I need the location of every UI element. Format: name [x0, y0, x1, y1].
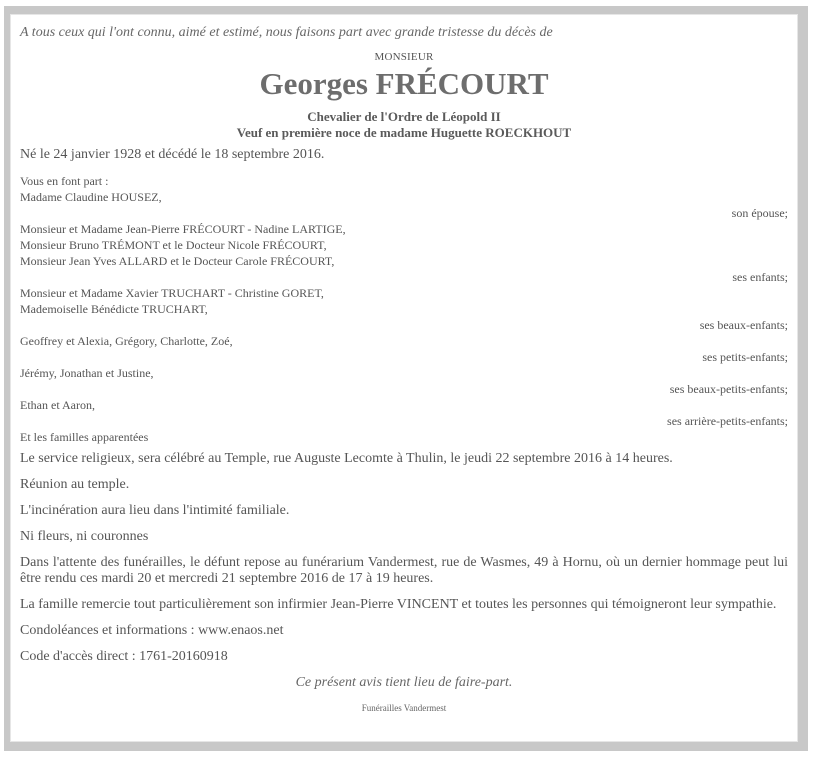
- notice-paragraph: L'incinération aura lieu dans l'intimité familiale.: [20, 503, 290, 518]
- closing-note: Ce présent avis tient lieu de faire-part.: [295, 675, 513, 690]
- family-member: Geoffrey et Alexia, Grégory, Charlotte, Zoé,: [20, 334, 233, 348]
- notice-paragraph: Le service religieux, sera célébré au Temple, rue Auguste Lecomte à Thulin, le jeudi 22 septembre 2016 à 14 heures.: [20, 451, 673, 466]
- announcement-label: Vous en font part :: [20, 174, 109, 188]
- intro-text: A tous ceux qui l'ont connu, aimé et estimé, nous faisons part avec grande tristesse du décès de: [20, 25, 553, 40]
- deceased-name: Georges FRÉCOURT: [259, 66, 549, 101]
- relation-groups: [20, 189, 788, 429]
- notice-paragraph: La famille remercie tout particulièrement son infirmier Jean-Pierre VINCENT et toutes les personnes qui témoigneront leur sympathie.: [20, 597, 777, 612]
- notice-paragraph: Réunion au temple.: [20, 477, 130, 492]
- notice-paragraph: Ni fleurs, ni couronnes: [20, 529, 149, 544]
- family-member: Monsieur et Madame Xavier TRUCHART - Christine GORET,: [20, 286, 324, 300]
- relation-label: ses arrière-petits-enfants;: [667, 414, 788, 428]
- family-member: Monsieur Bruno TRÉMONT et le Docteur Nicole FRÉCOURT,: [20, 238, 327, 252]
- family-member: Jérémy, Jonathan et Justine,: [20, 366, 154, 380]
- notice-paragraphs: [20, 451, 788, 665]
- relation-label: ses beaux-petits-enfants;: [669, 382, 788, 396]
- relation-label: ses enfants;: [732, 270, 788, 284]
- title-line: Chevalier de l'Ordre de Léopold II: [307, 109, 501, 124]
- family-member: Monsieur et Madame Jean-Pierre FRÉCOURT - Nadine LARTIGE,: [20, 222, 346, 236]
- families-line: Et les familles apparentées: [20, 430, 149, 444]
- death-notice: [10, 14, 798, 742]
- title-line: Veuf en première noce de madame Huguette ROECKHOUT: [236, 125, 572, 140]
- family-member: Ethan et Aaron,: [20, 398, 95, 412]
- notice-paragraph: Condoléances et informations : www.enaos.net: [20, 623, 284, 638]
- relation-label: ses beaux-enfants;: [699, 318, 788, 332]
- family-member: Mademoiselle Bénédicte TRUCHART,: [20, 302, 208, 316]
- relation-label: ses petits-enfants;: [702, 350, 788, 364]
- salutation: MONSIEUR: [374, 51, 434, 63]
- funeral-home-footer: Funérailles Vandermest: [361, 703, 447, 713]
- notice-paragraph: Code d'accès direct : 1761-20160918: [20, 649, 228, 664]
- relation-label: son épouse;: [731, 206, 788, 220]
- notice-paragraph: Dans l'attente des funérailles, le défunt repose au funérarium Vandermest, rue de Wasmes, 49 à Hornu, où un dernier hommage peut lui être rendu ces mardi 20 et mercredi 21 septembre 2016 de 17 à 19 heures.: [20, 555, 788, 586]
- birth-death-dates: Né le 24 janvier 1928 et décédé le 18 septembre 2016.: [20, 147, 325, 162]
- family-member: Madame Claudine HOUSEZ,: [20, 190, 162, 204]
- family-member: Monsieur Jean Yves ALLARD et le Docteur Carole FRÉCOURT,: [20, 254, 335, 268]
- family-list: [20, 173, 788, 445]
